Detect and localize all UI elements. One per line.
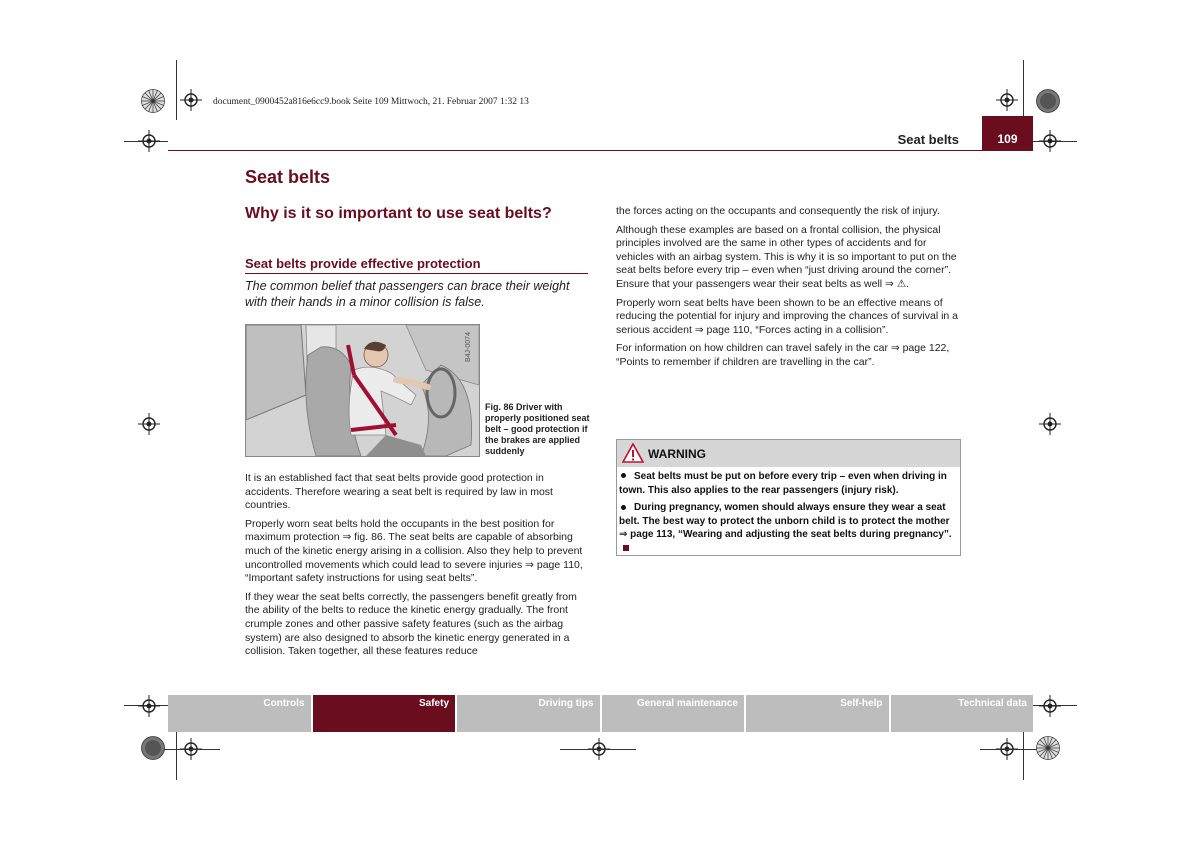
running-header-title: Seat belts (897, 132, 959, 147)
starburst-mark-icon (1036, 89, 1060, 113)
paragraph: It is an established fact that seat belts provide good protection in accidents. Therefore wearing a seat belt is required by law in most countries. (245, 472, 553, 512)
starburst-mark-icon (141, 736, 165, 760)
warning-body (619, 470, 959, 560)
paragraph: For information on how children can travel safely in the car ⇒ page 122, “Points to remember if children are travelling in the car”. (616, 342, 950, 368)
chapter-title: Seat belts (245, 167, 331, 187)
registration-cross-icon (1039, 695, 1061, 717)
bullet-icon (621, 505, 626, 510)
crop-line (160, 749, 220, 750)
section-tab-bar (168, 695, 1033, 732)
crop-line (176, 730, 177, 780)
figure-driver-seat-belt (245, 324, 480, 457)
driver-illustration (246, 325, 479, 456)
figure-caption: Fig. 86 Driver with properly positioned seat belt – good protection if the brakes are applied suddenly (485, 402, 590, 456)
warning-item: During pregnancy, women should always ensure they wear a seat belt. The best way to protect the unborn child is to protect the mother ⇒ page 113, “Wearing and adjusting the seat belts during pregnancy”. (619, 501, 959, 555)
section-title: Why is it so important to use seat belts? (245, 205, 552, 222)
tab-driving-tips[interactable]: Driving tips (457, 695, 600, 732)
crop-line (1023, 730, 1024, 780)
warning-title: WARNING (648, 447, 706, 461)
end-square-icon (623, 545, 629, 551)
tab-controls[interactable]: Controls (168, 695, 311, 732)
left-column (245, 472, 588, 664)
tab-self-help[interactable]: Self-help (746, 695, 889, 732)
right-column (616, 205, 960, 375)
registration-cross-icon (138, 695, 160, 717)
paragraph: Although these examples are based on a frontal collision, the physical principles involved are the same in other types of accidents and for vehicles with an airbag system. This is why it is so important to put on the seat belts before every trip – even when “just driving around the corner”. Ensure that your passengers wear their seat belts as well ⇒ ⚠. (616, 223, 957, 290)
paragraph: Properly worn seat belts have been shown to be an effective means of reducing the potential for injury and improving the chances of survival in a serious accident ⇒ page 110, “Forces acting in a collision”. (616, 296, 959, 336)
starburst-mark-icon (1036, 736, 1060, 760)
paragraph: Properly worn seat belts hold the occupants in the best position for maximum protection ⇒ fig. 86. The seat belts are capable of absorbing much of the kinetic energy arising in a collision. Also they help to prevent uncontrolled movements which could lead to severe injuries ⇒ page 110, “Important safety instructions for using seat belts”. (245, 517, 583, 585)
crop-line (980, 749, 1040, 750)
registration-cross-icon (180, 89, 202, 111)
crop-line (1023, 60, 1024, 120)
page-number: 109 (997, 132, 1018, 146)
registration-cross-icon (138, 413, 160, 435)
subsection-title: Seat belts provide effective protection (245, 256, 588, 274)
tab-general-maintenance[interactable]: General maintenance (602, 695, 745, 732)
file-header: document_0900452a816e6cc9.book Seite 109 Mittwoch, 21. Februar 2007 1:32 13 (213, 97, 529, 107)
warning-item: Seat belts must be put on before every trip – even when driving in town. This also applies to the rear passengers (injury risk). (619, 471, 947, 496)
registration-cross-icon (1039, 130, 1061, 152)
figure-code: B4J-0074 (465, 332, 472, 362)
crop-line (560, 749, 636, 750)
paragraph: the forces acting on the occupants and consequently the risk of injury. (616, 205, 940, 217)
registration-cross-icon (996, 89, 1018, 111)
lead-text: The common belief that passengers can brace their weight with their hands in a minor collision is false. (245, 279, 570, 309)
bullet-icon (621, 473, 626, 478)
registration-cross-icon (138, 130, 160, 152)
warning-triangle-icon (622, 443, 644, 468)
starburst-mark-icon (141, 89, 165, 113)
registration-cross-icon (1039, 413, 1061, 435)
crop-line (176, 60, 177, 120)
tab-safety[interactable]: Safety (313, 695, 456, 732)
tab-technical-data[interactable]: Technical data (891, 695, 1034, 732)
paragraph: If they wear the seat belts correctly, the passengers benefit greatly from the ability of the belts to reduce the kinetic energy gradually. The front crumple zones and other passive safety features (such as the airbag system) are also designed to absorb the kinetic energy generated in a collision. Taken together, all these features reduce (245, 590, 577, 658)
header-rule (168, 150, 1033, 151)
